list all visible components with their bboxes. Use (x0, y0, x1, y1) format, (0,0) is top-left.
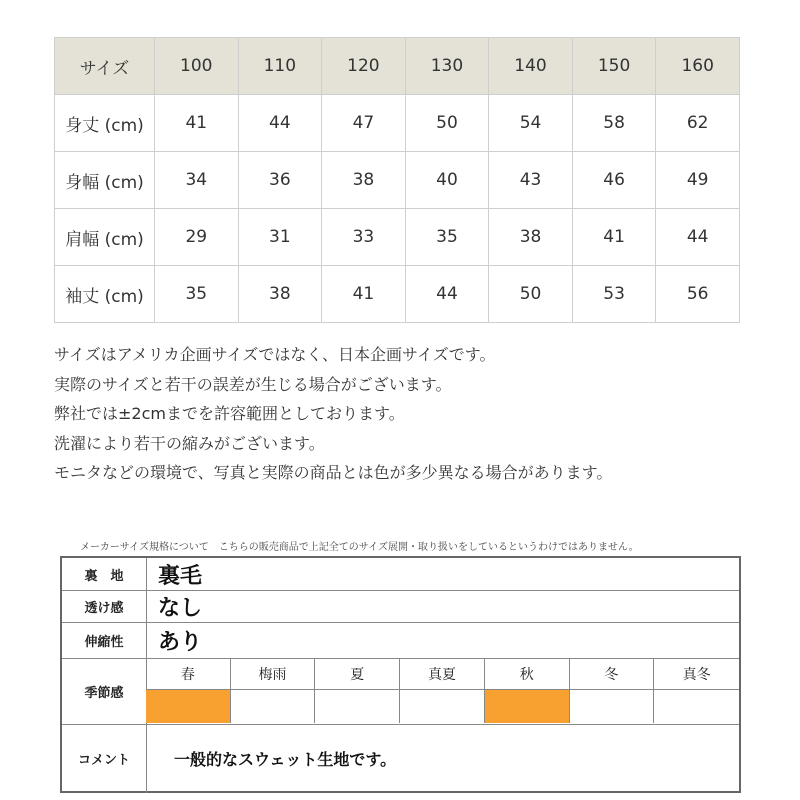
table-row (55, 95, 740, 152)
fabric-properties-box (60, 556, 741, 793)
table-cell: 38 (489, 209, 573, 266)
size-table-header-row (55, 38, 740, 95)
season-header-cell: 冬 (570, 658, 655, 690)
season-header-cell: 春 (146, 658, 231, 690)
property-row-stretch (62, 622, 739, 659)
property-label: 季節感 (62, 658, 147, 724)
table-cell: 50 (405, 95, 489, 152)
property-row-lining (62, 558, 739, 591)
note-line: 実際のサイズと若干の誤差が生じる場合がございます。 (54, 374, 452, 394)
table-row (55, 266, 740, 323)
row-label: 肩幅 (cm) (55, 209, 155, 266)
season-header-cell: 梅雨 (231, 658, 316, 690)
maker-size-caption: メーカーサイズ規格について こちらの販売商品で上記全てのサイズ展開・取り扱いをしているというわけではありません。 (80, 542, 639, 553)
table-cell: 36 (238, 152, 322, 209)
property-value: 一般的なスウェット生地です。 (174, 750, 397, 769)
season-marker-on (485, 690, 570, 723)
row-label: 身丈 (cm) (55, 95, 155, 152)
property-value: あり (158, 629, 203, 655)
table-cell: 41 (155, 95, 239, 152)
size-notes (54, 340, 774, 488)
table-cell: 44 (405, 266, 489, 323)
table-cell: 44 (238, 95, 322, 152)
property-label: コメント (62, 724, 147, 793)
table-cell: 31 (238, 209, 322, 266)
table-cell: 34 (155, 152, 239, 209)
note-line: 弊社では±2cmまでを許容範囲としております。 (54, 404, 405, 423)
season-marker-off (315, 690, 400, 723)
size-header-cell: サイズ (55, 38, 155, 95)
table-cell: 44 (656, 209, 740, 266)
row-label: 袖丈 (cm) (55, 266, 155, 323)
size-header-cell: 100 (155, 38, 239, 95)
note-line: モニタなどの環境で、写真と実際の商品とは色が多少異なる場合があります。 (54, 463, 613, 482)
season-marker-off (400, 690, 485, 723)
size-header-cell: 150 (572, 38, 656, 95)
table-cell: 58 (572, 95, 656, 152)
property-label: 裏 地 (62, 558, 147, 590)
table-cell: 38 (322, 152, 406, 209)
property-value: なし (158, 595, 203, 621)
table-row (55, 152, 740, 209)
season-header-cell: 真冬 (654, 658, 739, 690)
table-cell: 49 (656, 152, 740, 209)
table-cell: 50 (489, 266, 573, 323)
table-cell: 56 (656, 266, 740, 323)
size-header-cell: 120 (322, 38, 406, 95)
table-row (55, 209, 740, 266)
table-cell: 35 (155, 266, 239, 323)
table-cell: 53 (572, 266, 656, 323)
note-line: サイズはアメリカ企画サイズではなく、日本企画サイズです。 (54, 345, 496, 364)
season-marker-off (654, 690, 739, 723)
size-header-cell: 160 (656, 38, 740, 95)
season-marker-off (231, 690, 316, 723)
table-cell: 33 (322, 209, 406, 266)
property-row-comment (62, 724, 739, 793)
property-label: 透け感 (62, 590, 147, 622)
property-row-season (62, 658, 739, 725)
table-cell: 29 (155, 209, 239, 266)
table-cell: 38 (238, 266, 322, 323)
table-cell: 35 (405, 209, 489, 266)
size-table (54, 37, 740, 323)
table-cell: 40 (405, 152, 489, 209)
property-row-sheer (62, 590, 739, 623)
table-cell: 54 (489, 95, 573, 152)
size-header-cell: 110 (238, 38, 322, 95)
table-cell: 41 (322, 266, 406, 323)
table-cell: 62 (656, 95, 740, 152)
size-header-cell: 140 (489, 38, 573, 95)
table-cell: 46 (572, 152, 656, 209)
season-marker-off (570, 690, 655, 723)
table-cell: 41 (572, 209, 656, 266)
note-line: 洗濯により若干の縮みがございます。 (54, 433, 325, 453)
row-label: 身幅 (cm) (55, 152, 155, 209)
property-value: 裏毛 (158, 563, 203, 589)
property-label: 伸縮性 (62, 622, 147, 658)
size-header-cell: 130 (405, 38, 489, 95)
season-header-cell: 秋 (485, 658, 570, 690)
season-grid (146, 658, 739, 724)
table-cell: 47 (322, 95, 406, 152)
table-cell: 43 (489, 152, 573, 209)
season-header-cell: 真夏 (400, 658, 485, 690)
season-header-cell: 夏 (315, 658, 400, 690)
season-marker-on (146, 690, 231, 723)
